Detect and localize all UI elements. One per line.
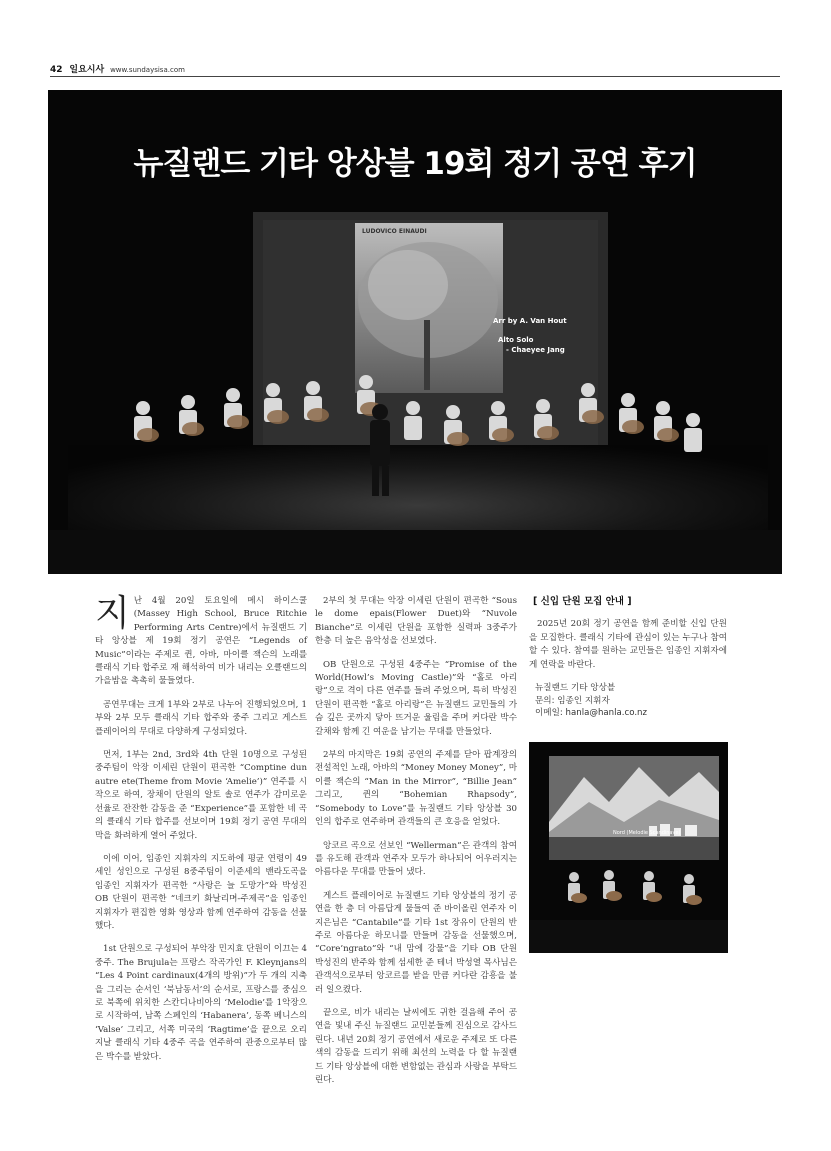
paragraph: 먼저, 1부는 2nd, 3rd와 4th 단원 10명으로 구성된 중주팀이 악장 이세린 단원이 편곡한 “Comptine dun autre ete(Theme from Movie ‘Amelie’)” 연주를 시작으로 하여, 장채이 단원의 알토 솔로 연주가 감미로운 선율로 잔잔한 감동을 준 “Experience”를 포함한 네 곡의 클래식 기타 합주를 선보이며 19회 정기 공연 무대의 막을 화려하게 열어 주었다.	[95, 750, 307, 841]
article-headline: 뉴질랜드 기타 앙상블 19회 정기 공연 후기	[133, 146, 697, 182]
contact-org: 뉴질랜드 기타 앙상블	[535, 683, 616, 694]
paragraph: 이에 이어, 임종인 지휘자의 지도하에 평균 연령이 49세인 성인으로 구성된 8중주팀이 이준세의 밴라도곡을 임종인 지휘자가 편곡한 “사랑은 늘 도망가”와 박성진 OB 단원이 편곡한 “네크키 화날리며-주제곡”을 임종인 지휘자가 편집한 영화 영상과 함께 연주하여 감동을 선물했다.	[95, 853, 307, 931]
slide-composer: LUDOVICO EINAUDI	[362, 228, 427, 235]
quartet-photo	[529, 742, 728, 953]
hero-photo	[48, 90, 782, 574]
paragraph: 2부의 첫 무대는 악장 이세린 단원이 편곡한 “Sous le dome epais(Flower Duet)와 “Nuvole Bianche”로 이세린 단원을 포함한 실력파 3중주가 한층 더 높은 음악성을 선보였다.	[315, 596, 517, 647]
paragraph	[95, 595, 307, 689]
slide-solo-label: Alto Solo	[498, 336, 534, 344]
article-column-3	[529, 595, 727, 720]
paragraph: 1st 단원으로 구성되어 부악장 민지효 단원이 이끄는 4중주. The Brujula는 프랑스 작곡가인 F. Kleynjans의 “Les 4 Point cardinaux(4개의 방위)”가 두 개의 지축을 그리는 순서인 ‘북남동서’의 순서로, 프랑스를 중심으로 북쪽에 위치한 스칸디나비아의 ‘Melodie’를 1악장으로 시작하여, 남쪽 스페인의 ‘Habanera’, 동쪽 베니스의 ‘Valse’ 그리고, 서쪽 미국의 ‘Ragtime’을 끝으로 오리지날 클래식 기타 4중주 곡을 연주하여 관중으로부터 많은 박수를 받았다.	[95, 944, 307, 1062]
paragraph: 게스트 플레이어로 뉴질랜드 기타 앙상블의 정기 공연을 한 층 더 아름답게 물들여 준 바이올린 연주자 이지은님은 “Cantabile”를 기타 1st 장유이 단원의 반주로 아름다운 하모니를 만들며 감동을 선물했으며, “Core’ngrato”와 “내 맘에 강물”을 기타 OB 단원 박성진의 반주와 함께 섬세한 준 테너 박성열 목사님은 관객석으로부터 앙코르를 받을 만큼 커다란 감흥을 불러 일으켰다.	[315, 890, 517, 995]
paragraph-text: 난 4월 20일 토요일에 메시 하이스쿨(Massey High School, Bruce Ritchie Performing Arts Centre)에서 뉴질랜드 기타 앙상블 제 19회 정기 공연은 “Legends of Music”이라는 주제로 퀸, 아바, 마이클 잭슨의 노래를 클래식 기타 합주로 재 해석하여 비가 내리는 오클랜드의 가을밤을 촉촉히 물들였다.	[95, 596, 307, 687]
contact-email: 이메일: hanla@hanla.co.nz	[535, 708, 648, 719]
recruit-notice-title: [ 신입 단원 모집 안내 ]	[533, 596, 632, 607]
dropcap: 지	[95, 593, 130, 634]
quartet-stage-illustration	[529, 742, 728, 953]
publication-url: www.sundaysisa.com	[110, 66, 185, 74]
recruit-notice-body: 2025년 20회 정기 공연을 함께 준비할 신입 단원을 모집한다. 클래식 기타에 관심이 있는 누구나 참여할 수 있다. 참여를 원하는 교민들은 임종인 지휘자에게 연락을 바란다.	[529, 619, 727, 670]
slide-arranger: Arr by A. Van Hout	[493, 317, 567, 325]
article-column-1	[95, 595, 307, 1074]
paragraph: 2부의 마지막은 19회 공연의 주제를 닫아 팝계장의 전설적인 노래, 아바의 “Money Money Money”, 마이클 잭슨의 “Man in the Mirror”, “Billie Jean” 그리고, 퀸의 “Bohemian Rhapsody”, “Somebody to Love”를 뉴질랜드 기타 앙상블 30인의 합주로 연주하며 관객들의 큰 호응을 얻었다.	[315, 750, 518, 828]
paragraph: 앙코르 곡으로 선보인 “Wellerman”은 관객의 참여를 유도해 관객과 연주자 모두가 하나되어 어우러지는 아름다운 무대를 만들어 냈다.	[315, 840, 517, 878]
paragraph: 공연무대는 크게 1부와 2부로 나누어 진행되었으며, 1부와 2부 모두 클래식 기타 합주와 중주 그리고 게스트 플레이어의 무대로 다양하게 구성되었다.	[95, 699, 307, 737]
small-photo-slide-caption: Nord (Melodie Scandinave)	[613, 830, 681, 836]
paragraph: OB 단원으로 구성된 4중주는 “Promise of the World(Howl’s Moving Castle)”와 “홀로 아리랑”으로 격이 다른 연주를 들려 주었으며, 특히 박성진 단원이 편곡한 “홀로 아리랑”은 뉴질랜드 교민들의 가슴 깊은 곳까지 닿아 뜨거운 울림을 주며 커다란 박수갈채와 함께 긴 여운을 남기는 무대를 만들었다.	[315, 659, 517, 737]
publication-name: 일요시사	[69, 65, 105, 75]
paragraph: 끝으로, 비가 내리는 날씨에도 귀한 걸음해 주어 공연을 빛내 주신 뉴질랜드 교민분들께 진심으로 감사드린다. 내년 20회 정기 공연에서 새로운 주제로 또 다른 색의 감동을 드리기 위해 최선의 노력을 다 할 뉴질랜드 기타 앙상블에 대한 변함없는 관심과 사랑을 부탁드린다.	[315, 1007, 517, 1085]
contact-inquiry: 문의: 임종인 지휘자	[535, 695, 610, 706]
contact-info	[535, 682, 727, 720]
article-column-2	[315, 595, 517, 1097]
slide-soloist: - Chaeyee Jang	[506, 346, 565, 354]
header-rule	[50, 76, 780, 77]
page-number: 42	[50, 65, 63, 75]
page-header	[50, 62, 780, 76]
